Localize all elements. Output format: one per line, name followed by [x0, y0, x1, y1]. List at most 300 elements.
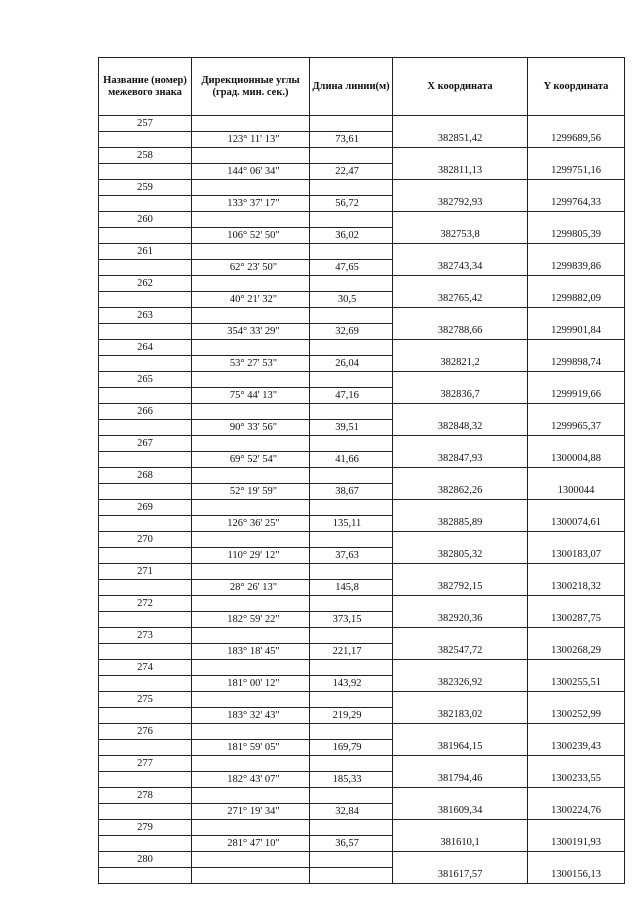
direction-angle-cell-text: 183° 32' 43" — [227, 709, 280, 721]
point-name-cell — [99, 212, 192, 228]
point-name-cell — [99, 372, 192, 388]
direction-angle-cell-text: 69° 52' 54" — [229, 453, 278, 465]
x-coordinate-cell-text: 381609,34 — [437, 804, 483, 816]
x-coordinate-cell-text: 382792,15 — [437, 580, 483, 592]
y-coordinate-cell-text: 1299965,37 — [551, 420, 601, 432]
y-coordinate-cell-text: 1299764,33 — [551, 196, 601, 208]
angle-empty-cell — [192, 692, 310, 708]
line-length-cell-text: 38,67 — [335, 485, 359, 497]
angle-empty-cell — [192, 468, 310, 484]
line-length-cell-text: 36,02 — [335, 229, 359, 241]
point-name-cell — [99, 468, 192, 484]
x-coordinate-cell-text: 382753,8 — [440, 228, 480, 240]
table-row — [99, 436, 625, 452]
name-empty-cell — [99, 740, 192, 756]
direction-angle-cell — [192, 356, 310, 372]
point-name-cell-text: 274 — [137, 661, 153, 673]
point-name-cell — [99, 532, 192, 548]
point-name-cell-text: 264 — [137, 341, 153, 353]
direction-angle-cell — [192, 324, 310, 340]
x-coordinate-cell — [393, 532, 528, 564]
table-row — [99, 468, 625, 484]
line-length-cell-text: 32,69 — [335, 325, 359, 337]
table-row — [99, 756, 625, 772]
point-name-cell — [99, 660, 192, 676]
x-coordinate-cell — [393, 212, 528, 244]
x-coordinate-cell — [393, 724, 528, 756]
y-coordinate-cell — [528, 180, 625, 212]
x-coordinate-cell — [393, 468, 528, 500]
y-coordinate-cell — [528, 436, 625, 468]
table-row — [99, 564, 625, 580]
length-empty-cell — [310, 820, 393, 836]
direction-angle-cell — [192, 260, 310, 276]
direction-angle-cell — [192, 548, 310, 564]
line-length-cell-text: 373,15 — [332, 613, 362, 625]
y-coordinate-cell — [528, 212, 625, 244]
direction-angle-cell — [192, 740, 310, 756]
x-coordinate-cell-text: 382821,2 — [440, 356, 480, 368]
point-name-cell — [99, 852, 192, 868]
y-coordinate-cell — [528, 852, 625, 884]
angle-empty-cell — [192, 244, 310, 260]
x-coordinate-cell — [393, 148, 528, 180]
direction-angle-cell — [192, 420, 310, 436]
line-length-cell — [310, 196, 393, 212]
line-length-cell — [310, 516, 393, 532]
name-empty-cell — [99, 772, 192, 788]
x-coordinate-cell — [393, 180, 528, 212]
direction-angle-cell-text: 181° 59' 05" — [227, 741, 280, 753]
line-length-cell — [310, 612, 393, 628]
x-coordinate-cell — [393, 436, 528, 468]
table-row — [99, 660, 625, 676]
angle-empty-cell — [192, 788, 310, 804]
x-coordinate-cell-text: 382811,13 — [437, 164, 483, 176]
x-coordinate-cell — [393, 116, 528, 148]
line-length-cell — [310, 740, 393, 756]
point-name-cell-text: 278 — [137, 789, 153, 801]
point-name-cell-text: 279 — [137, 821, 153, 833]
direction-angle-cell — [192, 836, 310, 852]
point-name-cell — [99, 692, 192, 708]
name-empty-cell — [99, 388, 192, 404]
line-length-cell-text: 143,92 — [332, 677, 362, 689]
y-coordinate-cell — [528, 692, 625, 724]
x-coordinate-cell — [393, 404, 528, 436]
angle-empty-cell — [192, 276, 310, 292]
point-name-cell — [99, 628, 192, 644]
line-length-cell — [310, 228, 393, 244]
line-length-cell — [310, 132, 393, 148]
point-name-cell — [99, 564, 192, 580]
x-coordinate-cell-text: 382851,42 — [437, 132, 483, 144]
x-coordinate-cell-text: 381964,15 — [437, 740, 483, 752]
x-coordinate-cell-text: 382765,42 — [437, 292, 483, 304]
direction-angle-cell-text: 52° 19' 59" — [229, 485, 278, 497]
y-coordinate-cell-text: 1300252,99 — [551, 708, 601, 720]
y-coordinate-cell — [528, 244, 625, 276]
direction-angle-cell-text: 126° 36' 25" — [227, 517, 280, 529]
line-length-cell — [310, 580, 393, 596]
line-length-cell-text: 37,63 — [335, 549, 359, 561]
point-name-cell — [99, 500, 192, 516]
point-name-cell-text: 262 — [137, 277, 153, 289]
point-name-cell — [99, 148, 192, 164]
line-length-cell — [310, 548, 393, 564]
length-empty-cell — [310, 868, 393, 884]
x-coordinate-cell-text: 382862,26 — [437, 484, 483, 496]
name-empty-cell — [99, 324, 192, 340]
angle-empty-cell — [192, 868, 310, 884]
table-row — [99, 180, 625, 196]
x-coordinate-cell-text: 381617,57 — [437, 868, 483, 880]
direction-angle-cell-text: 62° 23' 50" — [229, 261, 278, 273]
angle-empty-cell — [192, 500, 310, 516]
angle-empty-cell — [192, 372, 310, 388]
length-empty-cell — [310, 724, 393, 740]
name-empty-cell — [99, 196, 192, 212]
x-coordinate-cell — [393, 692, 528, 724]
length-empty-cell — [310, 788, 393, 804]
name-empty-cell — [99, 132, 192, 148]
direction-angle-cell — [192, 676, 310, 692]
point-name-cell-text: 280 — [137, 853, 153, 865]
angle-empty-cell — [192, 564, 310, 580]
y-coordinate-cell — [528, 756, 625, 788]
x-coordinate-cell-text: 382743,34 — [437, 260, 483, 272]
x-coordinate-cell — [393, 564, 528, 596]
direction-angle-cell — [192, 708, 310, 724]
x-coordinate-cell — [393, 788, 528, 820]
x-coordinate-cell — [393, 628, 528, 660]
direction-angle-cell — [192, 580, 310, 596]
y-coordinate-cell-text: 1300074,61 — [551, 516, 601, 528]
length-empty-cell — [310, 532, 393, 548]
point-name-cell — [99, 756, 192, 772]
table-row — [99, 500, 625, 516]
direction-angle-cell-text: 123° 11' 13" — [227, 133, 280, 145]
x-coordinate-cell — [393, 308, 528, 340]
point-name-cell-text: 260 — [137, 213, 153, 225]
line-length-cell — [310, 324, 393, 340]
angle-empty-cell — [192, 436, 310, 452]
name-empty-cell — [99, 484, 192, 500]
table-row — [99, 692, 625, 708]
length-empty-cell — [310, 564, 393, 580]
point-name-cell — [99, 308, 192, 324]
y-coordinate-cell-text: 1299898,74 — [551, 356, 601, 368]
header-line-length: Длина линии(м) — [310, 58, 393, 116]
angle-empty-cell — [192, 596, 310, 612]
x-coordinate-cell-text: 382792,93 — [437, 196, 483, 208]
name-empty-cell — [99, 164, 192, 180]
y-coordinate-cell-text: 1299689,56 — [551, 132, 601, 144]
line-length-cell-text: 221,17 — [332, 645, 362, 657]
table-row — [99, 820, 625, 836]
y-coordinate-cell — [528, 564, 625, 596]
name-empty-cell — [99, 516, 192, 532]
direction-angle-cell — [192, 164, 310, 180]
y-coordinate-cell — [528, 308, 625, 340]
point-name-cell-text: 258 — [137, 149, 153, 161]
y-coordinate-cell-text: 1300156,13 — [551, 868, 601, 880]
x-coordinate-cell — [393, 660, 528, 692]
direction-angle-cell-text: 354° 33' 29" — [227, 325, 280, 337]
direction-angle-cell-text: 53° 27' 53" — [229, 357, 278, 369]
name-empty-cell — [99, 356, 192, 372]
y-coordinate-cell-text: 1300218,32 — [551, 580, 601, 592]
name-empty-cell — [99, 676, 192, 692]
length-empty-cell — [310, 436, 393, 452]
x-coordinate-cell — [393, 852, 528, 884]
point-name-cell-text: 268 — [137, 469, 153, 481]
name-empty-cell — [99, 228, 192, 244]
line-length-cell — [310, 484, 393, 500]
y-coordinate-cell-text: 1300255,51 — [551, 676, 601, 688]
line-length-cell — [310, 452, 393, 468]
line-length-cell-text: 36,57 — [335, 837, 359, 849]
direction-angle-cell — [192, 388, 310, 404]
direction-angle-cell-text: 182° 59' 22" — [227, 613, 280, 625]
name-empty-cell — [99, 260, 192, 276]
y-coordinate-cell-text: 1300233,55 — [551, 772, 601, 784]
length-empty-cell — [310, 148, 393, 164]
angle-empty-cell — [192, 660, 310, 676]
point-name-cell-text: 265 — [137, 373, 153, 385]
name-empty-cell — [99, 452, 192, 468]
length-empty-cell — [310, 116, 393, 132]
y-coordinate-cell-text: 1300183,07 — [551, 548, 601, 560]
point-name-cell-text: 277 — [137, 757, 153, 769]
y-coordinate-cell-text: 1299805,39 — [551, 228, 601, 240]
direction-angle-cell-text: 75° 44' 13" — [229, 389, 278, 401]
x-coordinate-cell — [393, 244, 528, 276]
y-coordinate-cell-text: 1299751,16 — [551, 164, 601, 176]
name-empty-cell — [99, 548, 192, 564]
angle-empty-cell — [192, 756, 310, 772]
angle-empty-cell — [192, 852, 310, 868]
point-name-cell-text: 271 — [137, 565, 153, 577]
y-coordinate-cell — [528, 724, 625, 756]
table-row — [99, 276, 625, 292]
length-empty-cell — [310, 500, 393, 516]
x-coordinate-cell-text: 382848,32 — [437, 420, 483, 432]
point-name-cell — [99, 820, 192, 836]
table-row — [99, 308, 625, 324]
point-name-cell-text: 276 — [137, 725, 153, 737]
length-empty-cell — [310, 276, 393, 292]
table-row — [99, 340, 625, 356]
length-empty-cell — [310, 660, 393, 676]
line-length-cell-text: 145,8 — [335, 581, 359, 593]
table-row — [99, 116, 625, 132]
point-name-cell — [99, 404, 192, 420]
direction-angle-cell — [192, 132, 310, 148]
direction-angle-cell — [192, 612, 310, 628]
y-coordinate-cell — [528, 532, 625, 564]
y-coordinate-cell-text: 1299919,66 — [551, 388, 601, 400]
header-y-coordinate: Y координата — [528, 58, 625, 116]
x-coordinate-cell — [393, 820, 528, 852]
length-empty-cell — [310, 852, 393, 868]
table-row — [99, 404, 625, 420]
x-coordinate-cell — [393, 596, 528, 628]
y-coordinate-cell — [528, 468, 625, 500]
direction-angle-cell-text: 106° 52' 50" — [227, 229, 280, 241]
x-coordinate-cell — [393, 500, 528, 532]
length-empty-cell — [310, 628, 393, 644]
line-length-cell — [310, 676, 393, 692]
line-length-cell-text: 41,66 — [335, 453, 359, 465]
line-length-cell-text: 47,65 — [335, 261, 359, 273]
line-length-cell-text: 56,72 — [335, 197, 359, 209]
y-coordinate-cell — [528, 820, 625, 852]
direction-angle-cell-text: 182° 43' 07" — [227, 773, 280, 785]
line-length-cell-text: 22,47 — [335, 165, 359, 177]
table-row — [99, 596, 625, 612]
name-empty-cell — [99, 836, 192, 852]
x-coordinate-cell-text: 382326,92 — [437, 676, 483, 688]
line-length-cell — [310, 804, 393, 820]
table-row — [99, 724, 625, 740]
y-coordinate-cell — [528, 596, 625, 628]
point-name-cell — [99, 724, 192, 740]
point-name-cell-text: 257 — [137, 117, 153, 129]
header-x-coordinate: X координата — [393, 58, 528, 116]
table-row — [99, 148, 625, 164]
point-name-cell-text: 270 — [137, 533, 153, 545]
direction-angle-cell — [192, 516, 310, 532]
y-coordinate-cell — [528, 276, 625, 308]
y-coordinate-cell — [528, 372, 625, 404]
point-name-cell-text: 261 — [137, 245, 153, 257]
table-row — [99, 628, 625, 644]
name-empty-cell — [99, 804, 192, 820]
y-coordinate-cell — [528, 500, 625, 532]
length-empty-cell — [310, 244, 393, 260]
angle-empty-cell — [192, 404, 310, 420]
point-name-cell-text: 266 — [137, 405, 153, 417]
direction-angle-cell — [192, 196, 310, 212]
point-name-cell — [99, 180, 192, 196]
angle-empty-cell — [192, 724, 310, 740]
x-coordinate-cell-text: 382547,72 — [437, 644, 483, 656]
x-coordinate-cell-text: 382836,7 — [440, 388, 480, 400]
direction-angle-cell — [192, 452, 310, 468]
y-coordinate-cell-text: 1299839,86 — [551, 260, 601, 272]
point-name-cell-text: 267 — [137, 437, 153, 449]
name-empty-cell — [99, 580, 192, 596]
direction-angle-cell-text: 133° 37' 17" — [227, 197, 280, 209]
line-length-cell-text: 185,33 — [332, 773, 362, 785]
length-empty-cell — [310, 372, 393, 388]
point-name-cell — [99, 788, 192, 804]
point-name-cell — [99, 244, 192, 260]
length-empty-cell — [310, 756, 393, 772]
direction-angle-cell — [192, 772, 310, 788]
name-empty-cell — [99, 644, 192, 660]
point-name-cell-text: 259 — [137, 181, 153, 193]
x-coordinate-cell — [393, 340, 528, 372]
line-length-cell — [310, 420, 393, 436]
line-length-cell — [310, 388, 393, 404]
name-empty-cell — [99, 708, 192, 724]
length-empty-cell — [310, 596, 393, 612]
direction-angle-cell-text: 90° 33' 56" — [229, 421, 278, 433]
x-coordinate-cell-text: 382788,66 — [437, 324, 483, 336]
point-name-cell — [99, 340, 192, 356]
line-length-cell-text: 26,04 — [335, 357, 359, 369]
point-name-cell-text: 275 — [137, 693, 153, 705]
line-length-cell-text: 39,51 — [335, 421, 359, 433]
point-name-cell — [99, 436, 192, 452]
length-empty-cell — [310, 692, 393, 708]
x-coordinate-cell — [393, 372, 528, 404]
point-name-cell-text: 263 — [137, 309, 153, 321]
length-empty-cell — [310, 404, 393, 420]
direction-angle-cell-text: 40° 21' 32" — [229, 293, 278, 305]
y-coordinate-cell — [528, 116, 625, 148]
x-coordinate-cell-text: 382183,02 — [437, 708, 483, 720]
direction-angle-cell — [192, 484, 310, 500]
y-coordinate-cell — [528, 340, 625, 372]
y-coordinate-cell-text: 1300191,93 — [551, 836, 601, 848]
x-coordinate-cell-text: 382920,36 — [437, 612, 483, 624]
line-length-cell-text: 169,79 — [332, 741, 362, 753]
y-coordinate-cell — [528, 788, 625, 820]
point-name-cell — [99, 116, 192, 132]
x-coordinate-cell-text: 381794,46 — [437, 772, 483, 784]
point-name-cell — [99, 276, 192, 292]
y-coordinate-cell — [528, 660, 625, 692]
angle-empty-cell — [192, 340, 310, 356]
name-empty-cell — [99, 868, 192, 884]
x-coordinate-cell-text: 381610,1 — [440, 836, 480, 848]
length-empty-cell — [310, 308, 393, 324]
length-empty-cell — [310, 212, 393, 228]
line-length-cell — [310, 356, 393, 372]
y-coordinate-cell-text: 1300268,29 — [551, 644, 601, 656]
line-length-cell — [310, 836, 393, 852]
point-name-cell-text: 269 — [137, 501, 153, 513]
point-name-cell — [99, 596, 192, 612]
y-coordinate-cell-text: 1300287,75 — [551, 612, 601, 624]
line-length-cell-text: 32,84 — [335, 805, 359, 817]
direction-angle-cell — [192, 804, 310, 820]
direction-angle-cell-text: 28° 26' 13" — [229, 581, 278, 593]
y-coordinate-cell — [528, 404, 625, 436]
table-row — [99, 852, 625, 868]
line-length-cell-text: 219,29 — [332, 709, 362, 721]
length-empty-cell — [310, 340, 393, 356]
y-coordinate-cell-text: 1300004,88 — [551, 452, 601, 464]
y-coordinate-cell-text: 1299901,84 — [551, 324, 601, 336]
direction-angle-cell-text: 271° 19' 34" — [227, 805, 280, 817]
table-row — [99, 212, 625, 228]
boundary-coordinates-table — [98, 57, 625, 884]
x-coordinate-cell-text: 382805,32 — [437, 548, 483, 560]
name-empty-cell — [99, 420, 192, 436]
angle-empty-cell — [192, 532, 310, 548]
direction-angle-cell — [192, 228, 310, 244]
length-empty-cell — [310, 180, 393, 196]
x-coordinate-cell-text: 382847,93 — [437, 452, 483, 464]
line-length-cell-text: 135,11 — [332, 517, 362, 529]
length-empty-cell — [310, 468, 393, 484]
angle-empty-cell — [192, 180, 310, 196]
y-coordinate-cell-text: 1300224,76 — [551, 804, 601, 816]
